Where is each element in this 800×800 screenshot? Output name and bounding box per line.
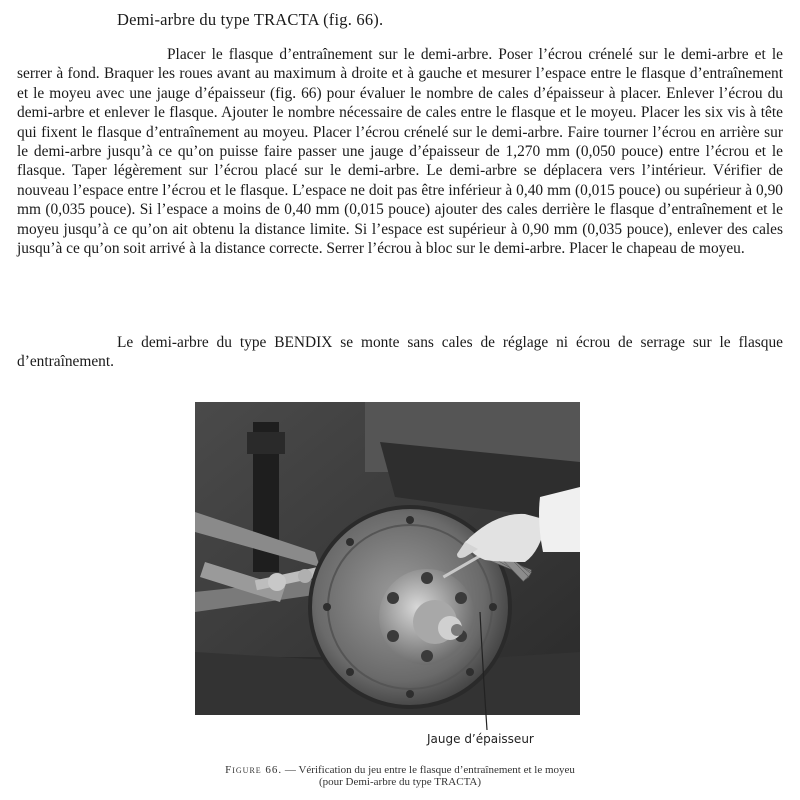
figure-number: Figure 66. [225,764,283,776]
body-paragraph-bendix: Le demi-arbre du type BENDIX se monte sans cales de réglage ni écrou de serrage sur le flasque d’entraînement. [17,334,783,371]
figure-caption-line-1 [170,764,630,776]
figure-photo [195,402,580,715]
wheel-hub-illustration [195,402,580,715]
section-heading: Demi-arbre du type TRACTA (fig. 66). [117,10,384,29]
figure-caption-text: — Vérification du jeu entre le flasque d’entraînement et le moyeu [282,764,575,776]
photo-label: Jauge d’épaisseur [427,732,534,746]
label-pointer-line [478,612,492,734]
body-paragraph-tracta: Placer le flasque d’entraînement sur le demi-arbre. Poser l’écrou crénelé sur le demi-arbre et le serrer à fond. Braquer les roues avant au maximum à droite et à gauche et mesurer l’espace entre le flasque d’entraînement et le moyeu avec une jauge d’épaisseur (fig. 66) pour évaluer le nombre de cales d’épaisseur à placer. Enlever l’écrou du demi-arbre et enlever le flasque. Ajouter le nombre nécessaire de cales entre le flasque et le moyeu. Placer les six vis à tête qui fixent le flasque d’entraînement au moyeu. Placer l’écrou crénelé sur le demi-arbre. Faire tourner l’écrou en arrière sur le demi-arbre jusqu’à ce qu’on puisse faire passer une jauge d’épaisseur de 1,270 mm (0,050 pouce) entre l’écrou et le flasque. Taper légèrement sur l’écrou placé sur le demi-arbre. Le demi-arbre se déplacera vers l’intérieur. Vérifier de nouveau l’espace entre l’écrou et le flasque. L’espace ne doit pas être inférieur à 0,40 mm (0,015 pouce) ou supérieur à 0,90 mm (0,035 pouce). Si l’espace a moins de 0,40 mm (0,015 pouce) ajouter des cales derrière le flasque d’entraînement et le moyeu jusqu’à ce qu’on ait obtenu la distance limite. Si l’espace est supérieur à 0,90 mm (0,035 pouce), enlever des cales jusqu’à ce qu’on soit arrivé à la distance correcte. Serrer l’écrou à bloc sur le demi-arbre. Placer le chapeau de moyeu. [17,46,783,258]
figure-caption-line-2: (pour Demi-arbre du type TRACTA) [318,776,482,788]
